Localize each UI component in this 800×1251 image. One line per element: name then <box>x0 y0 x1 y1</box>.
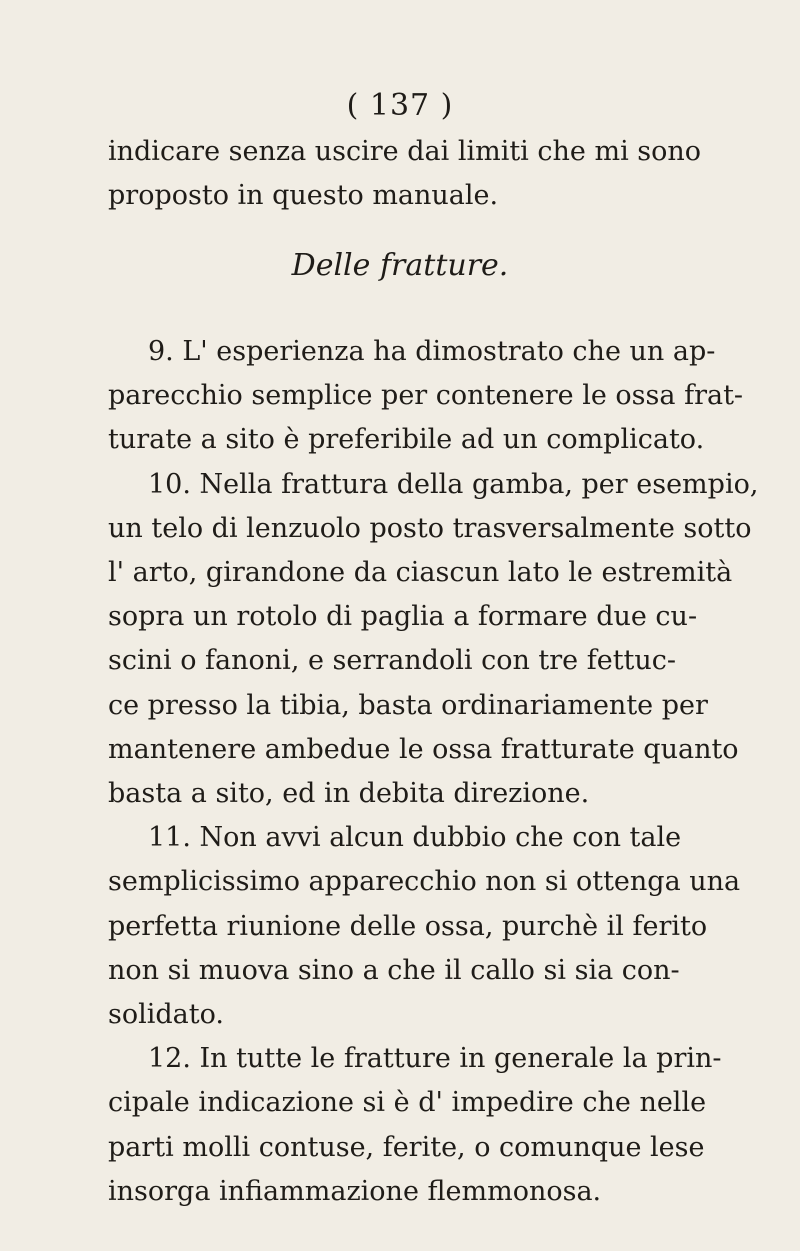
text-line: insorga infiammazione flemmonosa. <box>108 1175 602 1207</box>
text-line: l' arto, girandone da ciascun lato le estremità <box>108 557 733 589</box>
text-line: 11. Non avvi alcun dubbio che con tale <box>148 822 682 854</box>
text-line: semplicissimo apparecchio non si ottenga una <box>108 866 741 898</box>
text-line: cipale indicazione si è d' impedire che nelle <box>108 1087 707 1119</box>
text-line: turate a sito è preferibile ad un complicato. <box>108 424 705 456</box>
text-line: basta a sito, ed in debita direzione. <box>108 778 590 810</box>
text-line: 12. In tutte le fratture in generale la prin- <box>148 1043 722 1075</box>
text-line: sopra un rotolo di paglia a formare due cu- <box>108 601 698 633</box>
text-line: scini o fanoni, e serrandoli con tre fettuc- <box>108 645 677 677</box>
text-line: parecchio semplice per contenere le ossa frat- <box>108 380 744 412</box>
text-line: ce presso la tibia, basta ordinariamente per <box>108 689 708 721</box>
text-line: 10. Nella frattura della gamba, per esempio, <box>148 468 759 500</box>
paragraph-10 <box>108 463 759 817</box>
text-line: parti molli contuse, ferite, o comunque lese <box>108 1131 705 1163</box>
paragraph-11 <box>108 816 741 1037</box>
paragraph-12 <box>108 1037 728 1214</box>
text-line: 9. L' esperienza ha dimostrato che un ap- <box>148 336 716 367</box>
text-line: perfetta riunione delle ossa, purchè il ferito <box>108 910 708 942</box>
intro-text <box>108 130 728 218</box>
body-text <box>108 330 759 1214</box>
section-heading: Delle fratture. <box>291 248 509 283</box>
text-line: non si muova sino a che il callo si sia con- <box>108 954 680 986</box>
text-line: mantenere ambedue le ossa fratturate quanto <box>108 733 739 765</box>
paragraph-9 <box>108 330 744 463</box>
text-line: proposto in questo manuale. <box>108 180 499 212</box>
text-line: indicare senza uscire dai limiti che mi sono <box>108 136 702 167</box>
text-line: un telo di lenzuolo posto trasversalmente sotto <box>108 512 752 544</box>
page-number: ( 137 ) <box>346 88 454 123</box>
text-line: solidato. <box>108 999 224 1031</box>
